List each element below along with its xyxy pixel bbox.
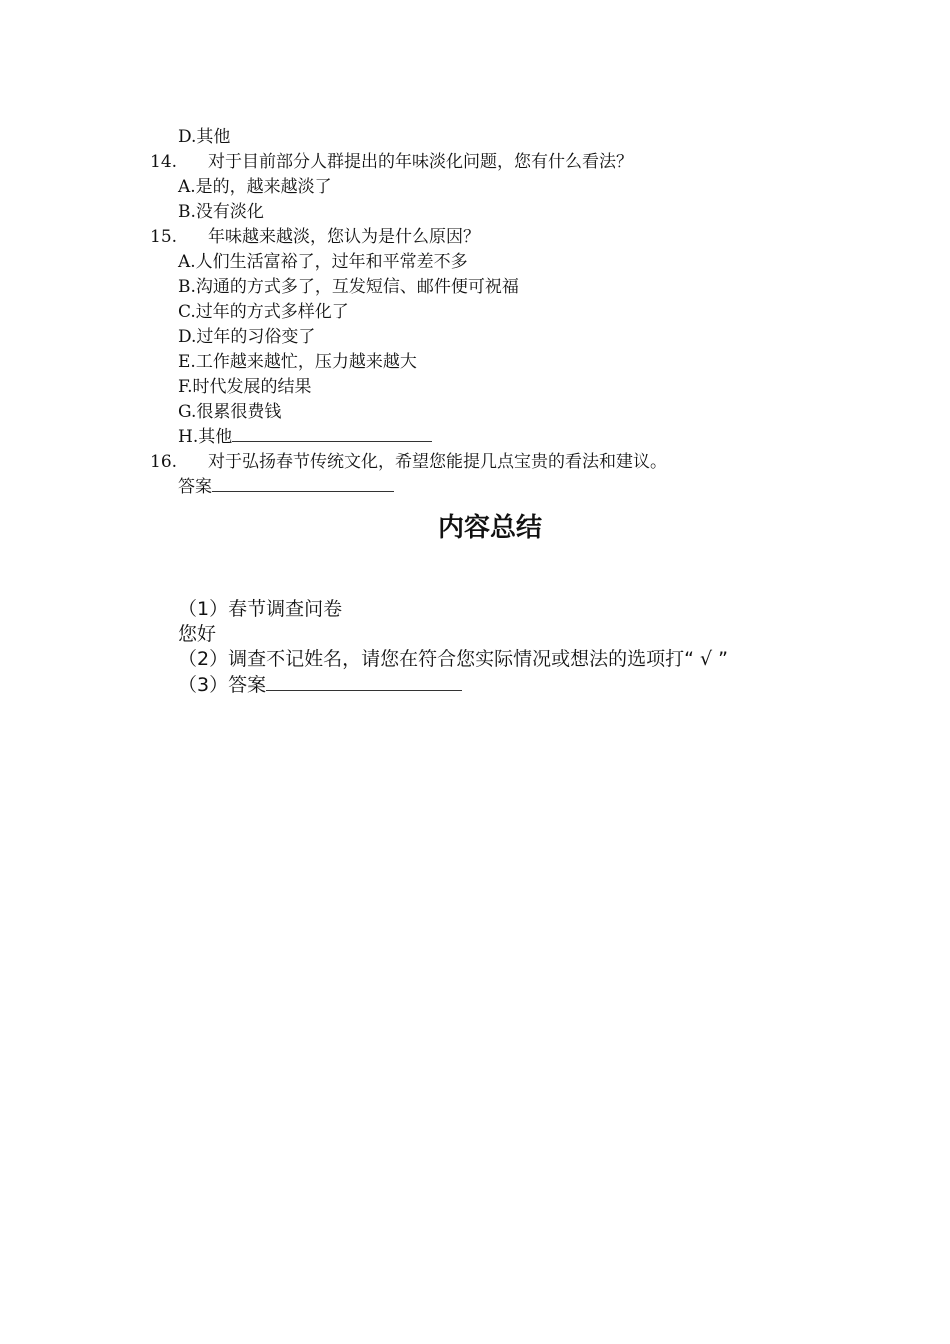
question-text: 对于弘扬春节传统文化，希望您能提几点宝贵的看法和建议。 [208,452,667,472]
q15-option-h [178,425,432,449]
option-label: H.其他 [178,427,233,447]
q15-option-c: C.过年的方式多样化了 [178,302,349,322]
q14-option-a: A.是的，越来越淡了 [178,177,332,197]
question-number: 14. [150,152,178,172]
summary-answer-blank[interactable] [266,672,462,691]
summary-item-3: （2）调查不记姓名，请您在符合您实际情况或想法的选项打“ √ ” [178,648,728,670]
question-15 [150,225,480,249]
summary-item-4 [178,672,462,698]
q13-option-d: D.其他 [178,127,231,147]
fill-in-blank[interactable] [232,425,432,442]
question-14 [150,150,633,174]
q16-answer [178,475,394,499]
q15-option-a: A.人们生活富裕了，过年和平常差不多 [178,252,468,272]
q15-option-b: B.沟通的方式多了，互发短信、邮件便可祝福 [178,277,519,297]
q15-option-e: E.工作越来越忙，压力越来越大 [178,352,417,372]
answer-blank[interactable] [212,475,394,492]
q14-option-b: B.没有淡化 [178,202,264,222]
question-text: 年味越来越淡，您认为是什么原因？ [208,227,480,247]
question-number: 15. [150,227,178,247]
answer-label: 答案 [178,477,212,497]
q15-option-f: F.时代发展的结果 [178,377,312,397]
summary-item-1: （1）春节调查问卷 [178,598,343,620]
q15-option-g: G.很累很费钱 [178,402,282,422]
question-number: 16. [150,452,178,472]
summary-title: 内容总结 [437,513,542,543]
summary-answer-label: （3）答案 [178,674,267,696]
question-text: 对于目前部分人群提出的年味淡化问题，您有什么看法？ [208,152,633,172]
summary-item-2: 您好 [178,623,217,645]
question-16 [150,450,667,474]
q15-option-d: D.过年的习俗变了 [178,327,316,347]
